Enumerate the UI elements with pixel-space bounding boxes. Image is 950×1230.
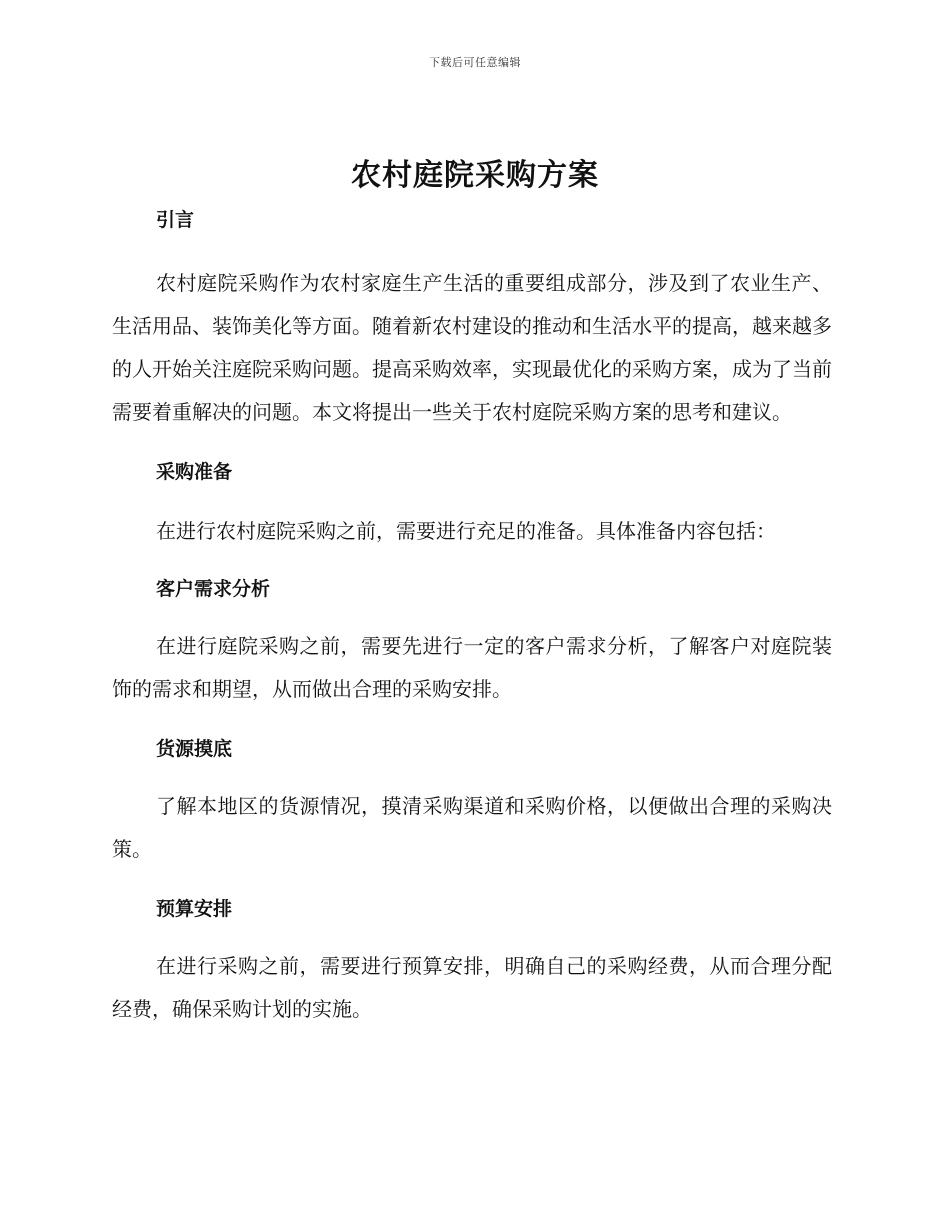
section-paragraph-customer-needs: 在进行庭院采购之前，需要先进行一定的客户需求分析，了解客户对庭院装饰的需求和期望，从而做出合理的采购安排。 bbox=[112, 634, 832, 701]
header-note: 下载后可任意编辑 bbox=[429, 56, 521, 69]
document-body bbox=[112, 204, 832, 1031]
section-paragraph-budget: 在进行采购之前，需要进行预算安排，明确自己的采购经费，从而合理分配经费，确保采购计划的实施。 bbox=[112, 954, 832, 1021]
document-title: 农村庭院采购方案 bbox=[351, 158, 599, 193]
section-heading-supply-survey: 货源摸底 bbox=[156, 738, 233, 760]
section-heading-budget: 预算安排 bbox=[156, 898, 233, 920]
section-paragraph-preparation: 在进行农村庭院采购之前，需要进行充足的准备。具体准备内容包括： bbox=[156, 519, 776, 543]
section-heading-intro: 引言 bbox=[156, 209, 195, 231]
section-heading-preparation: 采购准备 bbox=[156, 461, 233, 483]
section-heading-customer-needs: 客户需求分析 bbox=[156, 578, 271, 600]
section-paragraph-supply-survey: 了解本地区的货源情况，摸清采购渠道和采购价格，以便做出合理的采购决策。 bbox=[112, 794, 832, 861]
section-paragraph-intro: 农村庭院采购作为农村家庭生产生活的重要组成部分，涉及到了农业生产、生活用品、装饰美化等方面。随着新农村建设的推动和生活水平的提高，越来越多的人开始关注庭院采购问题。提高采购效率，实现最优化的采购方案，成为了当前需要着重解决的问题。本文将提出一些关于农村庭院采购方案的思考和建议。 bbox=[112, 271, 832, 424]
